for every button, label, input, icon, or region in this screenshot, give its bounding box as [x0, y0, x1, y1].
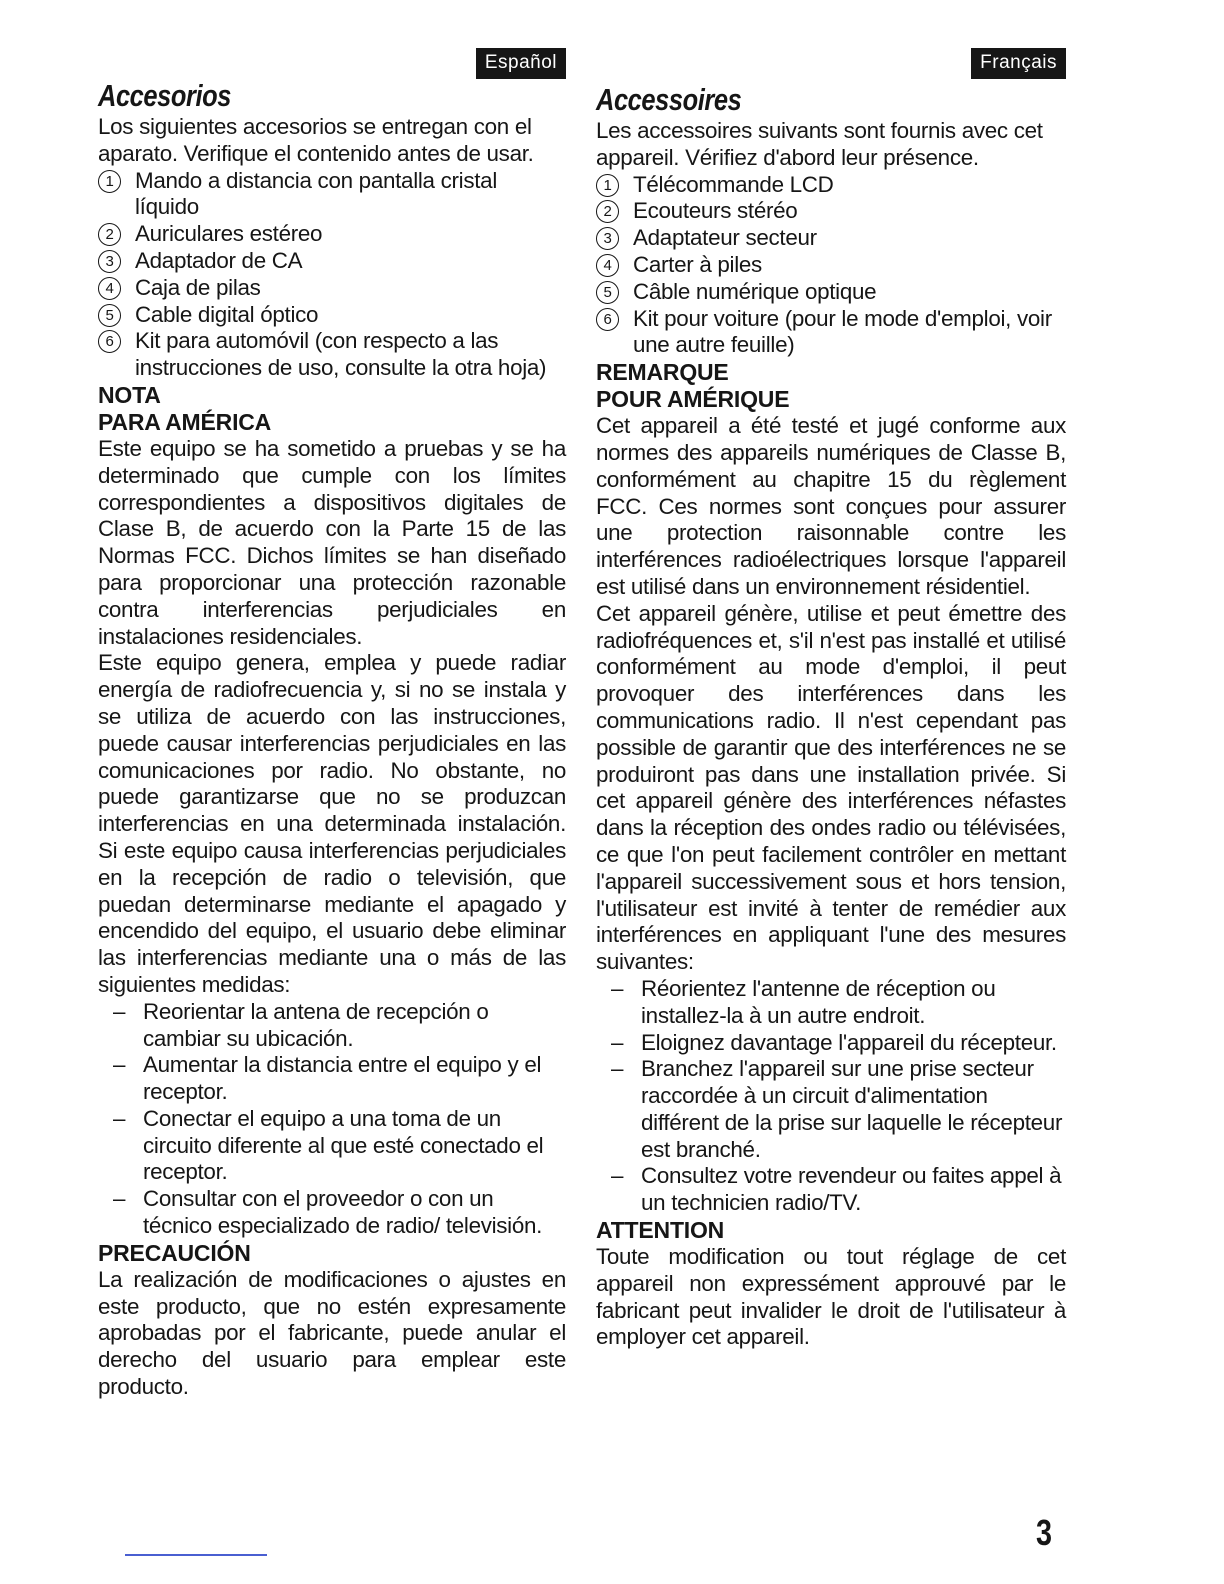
accessory-item: [98, 248, 566, 275]
language-badge-spanish: Español: [476, 48, 566, 79]
accessory-item: [98, 328, 566, 382]
accessory-text: Adaptador de CA: [135, 247, 303, 273]
accessory-text: Cable digital óptico: [135, 301, 319, 327]
caution-heading-es: PRECAUCIÓN: [98, 1239, 251, 1266]
measure-item: – Branchez l'appareil sur une prise secteur raccordée à un circuit d'alimentation différent de la prise sur laquelle le récepteur est branché.: [596, 1056, 1066, 1163]
accessory-text: Câble numérique optique: [633, 278, 877, 304]
accessory-list-fr: [596, 172, 1066, 360]
accessory-item: [596, 306, 1066, 360]
note-subheading-es: PARA AMÉRICA: [98, 408, 272, 435]
language-badge-french: Français: [971, 48, 1066, 79]
fcc-paragraph-1-fr: Cet appareil a été testé et jugé conforme aux normes des appareils numériques de Classe B, conformément au chapitre 15 du règlement FCC. Ces normes sont conçues pour assurer une protection raisonnable contre les interférences radioélectriques lorsque l'appareil est utilisé dans un environnement résidentiel.: [596, 413, 1066, 599]
circled-number-icon: 3: [98, 250, 121, 273]
page-number: 3: [1036, 1512, 1053, 1553]
measure-item: – Eloignez davantage l'appareil du récepteur.: [596, 1030, 1066, 1057]
accessory-text: Caja de pilas: [135, 274, 261, 300]
accessory-text: Auriculares estéreo: [135, 221, 323, 247]
section-title-accessories-fr: Accessoires: [596, 82, 742, 117]
accessory-text: Carter à piles: [633, 251, 762, 277]
fcc-paragraph-2-fr: Cet appareil génère, utilise et peut émettre des radiofréquences et, s'il n'est pas installé et utilisé conformément au mode d'emploi, il peut provoquer des interférences dans les communications radio. Il n'est cependant pas possible de garantir que des interférences ne se produiront pas dans une installation privée. Si cet appareil génère des interférences néfastes dans la réception des ondes radio ou télévisées, ce que l'on peut facilement contrôler en mettant l'appareil successivement sous et hors tension, l'utilisateur est invité à tenter de remédier aux interférences en appliquant l'une des mesures suivantes:: [596, 600, 1066, 975]
accessory-item: [596, 198, 1066, 225]
accessory-item: [98, 221, 566, 248]
accessories-intro-fr: Les accessoires suivants sont fournis avec cet appareil. Vérifiez d'abord leur présence.: [596, 118, 1043, 170]
measure-list-fr: [596, 976, 1066, 1217]
measure-list-es: [98, 999, 566, 1240]
circled-number-icon: 5: [596, 281, 619, 304]
circled-number-icon: 1: [596, 174, 619, 197]
circled-number-icon: 2: [98, 223, 121, 246]
measure-item: – Consultez votre revendeur ou faites appel à un technicien radio/TV.: [596, 1163, 1066, 1217]
accessory-item: [98, 168, 566, 222]
circled-number-icon: 5: [98, 304, 121, 327]
fcc-paragraph-1-es: Este equipo se ha sometido a pruebas y se ha determinado que cumple con los límites correspondientes a dispositivos digitales de Clase B, de acuerdo con la Parte 15 de las Normas FCC. Dichos límites se han diseñado para proporcionar una protección razonable contra interferencias perjudiciales en instalaciones residenciales.: [98, 435, 566, 649]
caution-text-es: La realización de modificaciones o ajustes en este producto, que no estén expresamente aprobadas por el fabricante, puede anular el derecho del usuario para emplear este producto.: [98, 1266, 566, 1400]
accessory-text: Mando a distancia con pantalla cristal líquido: [135, 167, 497, 220]
accessory-text: Kit para automóvil (con respecto a las instrucciones de uso, consulte la otra hoja): [135, 328, 547, 381]
accessory-text: Kit pour voiture (pour le mode d'emploi, voir une autre feuille): [633, 305, 1052, 358]
measure-item: – Aumentar la distancia entre el equipo y el receptor.: [98, 1052, 566, 1106]
french-column: [596, 48, 1066, 1351]
circled-number-icon: 6: [98, 330, 121, 353]
note-heading-es: NOTA: [98, 381, 161, 408]
section-title-accessories-es: Accesorios: [98, 78, 231, 113]
caution-text-fr: Toute modification ou tout réglage de cet appareil non expressément approuvé par le fabricant peut invalider le droit de l'utilisateur à employer cet appareil.: [596, 1244, 1066, 1350]
measure-item: – Consultar con el proveedor o con un técnico especializado de radio/ televisión.: [98, 1186, 566, 1240]
accessory-text: Adaptateur secteur: [633, 225, 817, 251]
accessory-item: [596, 172, 1066, 199]
circled-number-icon: 6: [596, 308, 619, 331]
accessory-list-es: [98, 168, 566, 382]
circled-number-icon: 1: [98, 170, 121, 193]
spanish-column: [98, 48, 566, 1401]
accessory-item: [596, 252, 1066, 279]
measure-item: – Conectar el equipo a una toma de un circuito diferente al que esté conectado el receptor.: [98, 1106, 566, 1186]
note-subheading-fr: POUR AMÉRIQUE: [596, 386, 790, 413]
footer-rule: [125, 1554, 267, 1556]
circled-number-icon: 2: [596, 200, 619, 223]
accessory-item: [596, 279, 1066, 306]
circled-number-icon: 4: [98, 277, 121, 300]
accessory-item: [98, 302, 566, 329]
accessory-item: [596, 225, 1066, 252]
measure-item: – Réorientez l'antenne de réception ou installez-la à un autre endroit.: [596, 976, 1066, 1030]
note-heading-fr: REMARQUE: [596, 359, 729, 386]
measure-item: – Reorientar la antena de recepción o cambiar su ubicación.: [98, 999, 566, 1053]
caution-heading-fr: ATTENTION: [596, 1217, 725, 1244]
fcc-paragraph-2-es: Este equipo genera, emplea y puede radiar energía de radiofrecuencia y, si no se instala y se utiliza de acuerdo con las instrucciones, puede causar interferencias perjudiciales en las comunicaciones por radio. No obstante, no puede garantizarse que no se produzcan interferencias en una determinada instalación. Si este equipo causa interferencias perjudiciales en la recepción de radio o televisión, que puedan determinarse mediante el apagado y encendido del equipo, el usuario debe eliminar las interferencias mediante una o más de las siguientes medidas:: [98, 650, 566, 997]
circled-number-icon: 3: [596, 227, 619, 250]
accessory-text: Télécommande LCD: [633, 171, 834, 197]
accessory-text: Ecouteurs stéréo: [633, 198, 798, 224]
accessories-intro-es: Los siguientes accesorios se entregan con el aparato. Verifique el contenido antes de usar.: [98, 114, 534, 166]
accessory-item: [98, 275, 566, 302]
circled-number-icon: 4: [596, 254, 619, 277]
